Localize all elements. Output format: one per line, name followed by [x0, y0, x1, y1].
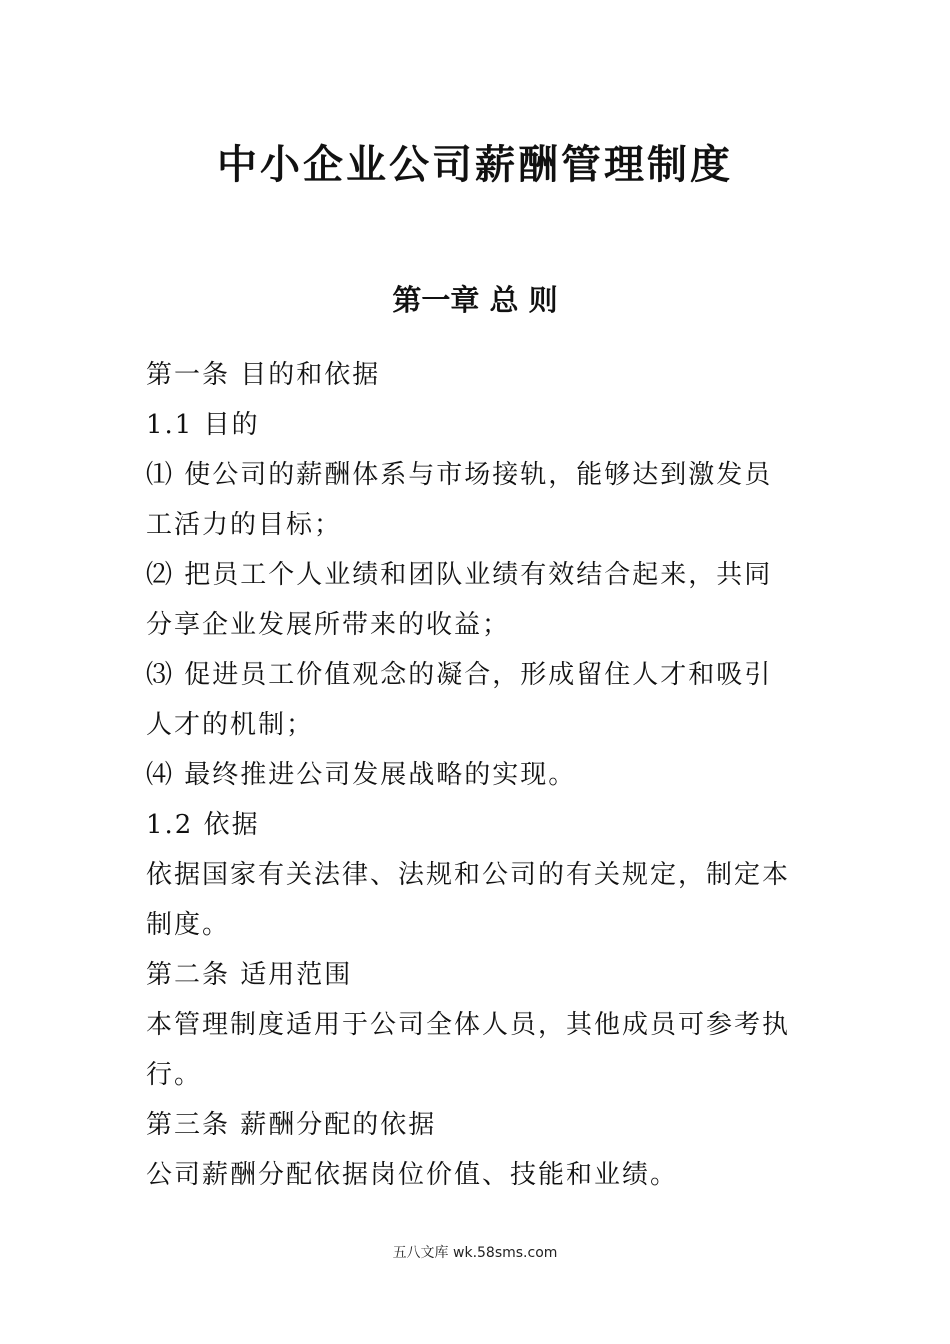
section-heading: 1.1 目的 — [146, 410, 260, 440]
article-heading: 第三条 薪酬分配的依据 — [146, 1110, 437, 1140]
body-line: 依据国家有关法律、法规和公司的有关规定，制定本 — [146, 860, 791, 890]
section-heading: 1.2 依据 — [146, 810, 260, 840]
body-line: ⑵ 把员工个人业绩和团队业绩有效结合起来，共同 — [146, 560, 773, 590]
body-line: 本管理制度适用于公司全体人员，其他成员可参考执 — [146, 1010, 791, 1040]
body-line: 人才的机制； — [146, 710, 315, 740]
body-line: ⑷ 最终推进公司发展战略的实现。 — [146, 760, 577, 790]
document-title: 中小企业公司薪酬管理制度 — [217, 141, 733, 188]
body-line: ⑴ 使公司的薪酬体系与市场接轨，能够达到激发员 — [146, 460, 773, 490]
article-heading: 第二条 适用范围 — [146, 960, 353, 990]
chapter-title: 第一章 总 则 — [392, 283, 558, 317]
document-body — [146, 350, 814, 1200]
body-line: 工活力的目标； — [146, 510, 343, 540]
body-line: ⑶ 促进员工价值观念的凝合，形成留住人才和吸引 — [146, 660, 773, 690]
body-line: 分享企业发展所带来的收益； — [146, 610, 511, 640]
body-line: 制度。 — [146, 910, 231, 940]
footer-watermark: 五八文库 wk.58sms.com — [392, 1245, 558, 1261]
body-line: 行。 — [146, 1060, 203, 1090]
article-heading: 第一条 目的和依据 — [146, 360, 381, 390]
body-line: 公司薪酬分配依据岗位价值、技能和业绩。 — [146, 1160, 679, 1190]
